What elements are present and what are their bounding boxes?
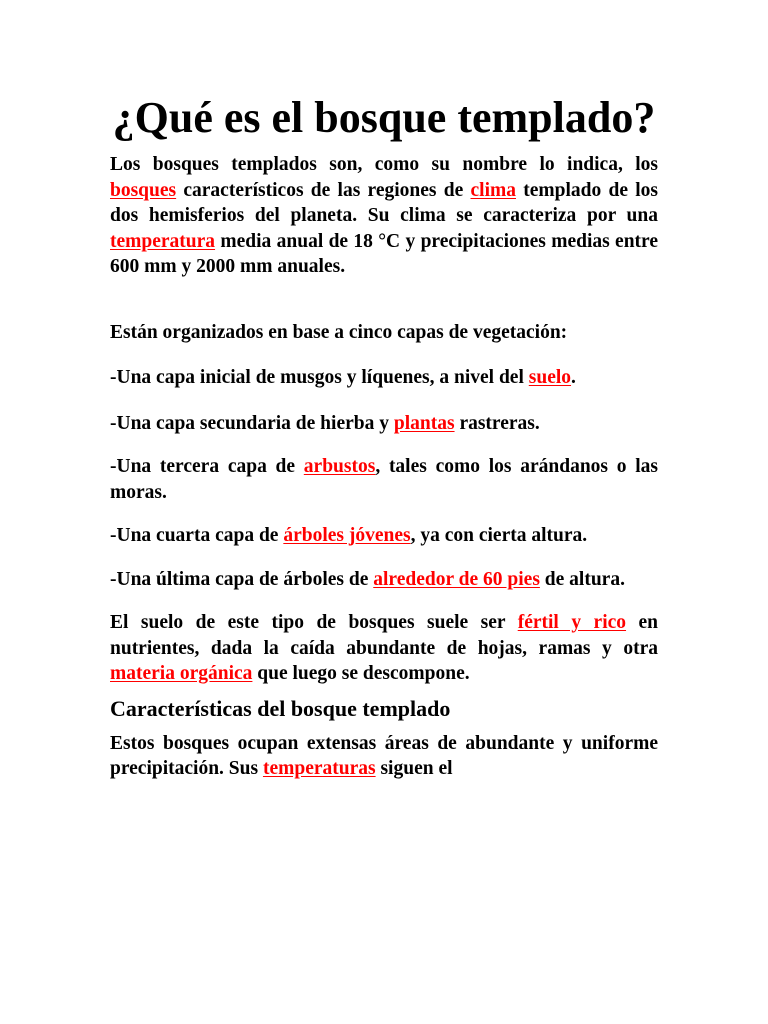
layer-3-text-1: -Una tercera capa de [110, 456, 304, 477]
layer-4-paragraph [110, 523, 658, 549]
link-plantas[interactable]: plantas [393, 412, 455, 434]
link-arbustos[interactable]: arbustos [303, 456, 376, 477]
characteristics-text-2: siguen el [375, 758, 453, 779]
section-heading: Características del bosque templado [110, 695, 451, 721]
intro-text-2: característicos de las regiones de [176, 179, 471, 201]
layer-4-text-2: , ya con cierta altura. [410, 525, 588, 546]
layer-5-text-2: de altura. [539, 568, 625, 590]
soil-text-3: que luego se descompone. [252, 663, 470, 684]
intro-text-1: Los bosques templados son, como su nombre lo indica, los [110, 154, 658, 175]
layer-2-text-2: rastreras. [454, 412, 540, 434]
document-page [110, 92, 658, 782]
link-materia-organica[interactable]: materia orgánica [110, 663, 253, 684]
characteristics-paragraph [110, 731, 658, 782]
layer-1-text-1: -Una capa inicial de musgos y líquenes, a nivel del [110, 367, 529, 388]
link-temperaturas[interactable]: temperaturas [262, 758, 376, 779]
layer-4-text-1: -Una cuarta capa de [110, 525, 284, 546]
layer-1-text-2: . [571, 367, 576, 388]
link-alrededor-60-pies[interactable]: alrededor de 60 pies [373, 568, 540, 590]
layer-5-text-1: -Una última capa de árboles de [110, 568, 374, 590]
soil-paragraph [110, 610, 658, 687]
link-arboles-jovenes[interactable]: árboles jóvenes [283, 525, 411, 546]
intro-paragraph [110, 152, 658, 280]
page-title: ¿Qué es el bosque templado? [112, 93, 656, 142]
link-clima[interactable]: clima [470, 179, 516, 201]
link-fertil-rico[interactable]: fértil y rico [517, 612, 627, 633]
link-bosques[interactable]: bosques [110, 179, 177, 201]
soil-text-1: El suelo de este tipo de bosques suele ser [110, 612, 518, 633]
layer-1-paragraph [110, 365, 658, 391]
intro-text-4: media anual de 18 °C y precipitaciones medias entre 600 mm y 2000 mm anuales. [110, 230, 658, 277]
characteristics-text-1: Estos bosques ocupan extensas áreas de abundante y uniforme precipitación. Sus [110, 732, 658, 779]
layer-2-text-1: -Una capa secundaria de hierba y [110, 412, 394, 434]
layer-2-paragraph [110, 411, 658, 437]
layer-3-text-2: , tales como los arándanos o las moras. [110, 456, 658, 503]
soil-text-2: en nutrientes, dada la caída abundante de hojas, ramas y otra [110, 612, 659, 659]
layer-3-paragraph [110, 454, 658, 505]
intro-text-3: templado de los dos hemisferios del planeta. Su clima se caracteriza por una [110, 179, 658, 226]
layers-intro-paragraph: Están organizados en base a cinco capas de vegetación: [110, 321, 568, 343]
link-suelo[interactable]: suelo [528, 367, 572, 388]
link-temperatura[interactable]: temperatura [110, 230, 216, 252]
layer-5-paragraph [110, 567, 658, 593]
